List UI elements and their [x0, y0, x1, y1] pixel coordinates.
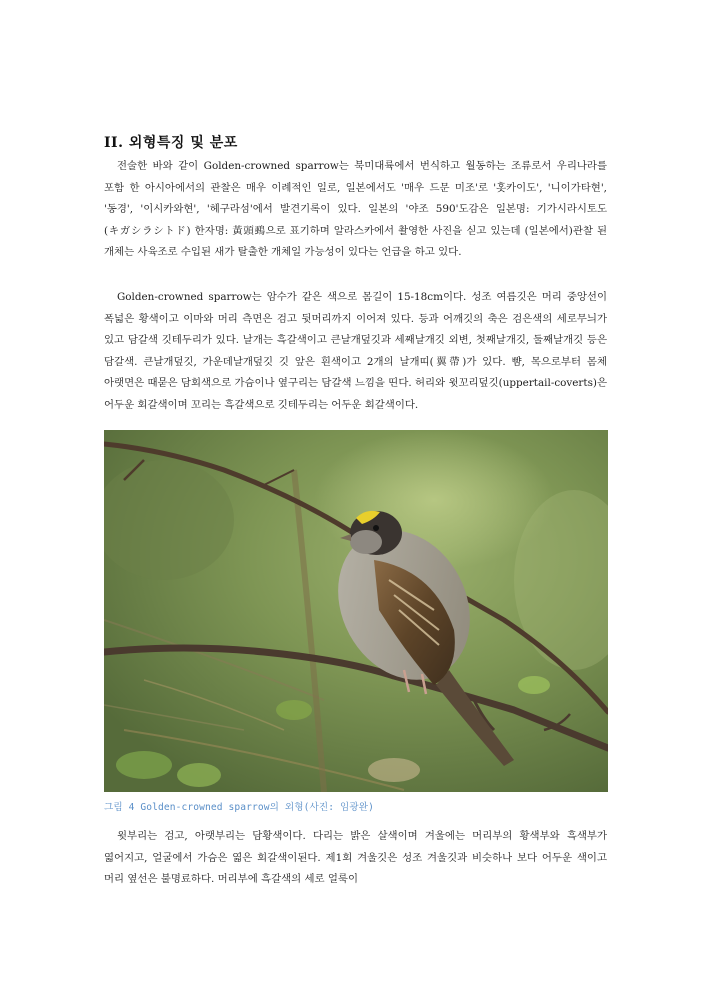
figure-caption: 그림 4 Golden-crowned sparrow의 외형(사진: 임광완)	[104, 802, 374, 813]
section-heading: II. 외형특징 및 분포	[104, 135, 238, 151]
paragraph-distribution: 전술한 바와 같이 Golden-crowned sparrow는 북미대륙에서 번식하고 월동하는 조류로서 우리나라를 포함 한 아시아에서의 관찰은 매우 이례적인 일로, 일본에서도 '매우 드문 미조'로 '홋카이도', '니이가타현', '동경', '이시카와현', '헤구라섬'에서 발견기록이 있다. 일본의 '야조 590'도감은 일본명: 기가시라시토도(キガシラシトド) 한자명: 黃頭鵐으로 표기하며 알라스카에서 촬영한 사진을 싣고 있는데 (일본에서)관찰 된 개체는 사육조로 수입된 새가 탈출한 개체일 가능성이 있다는 언급을 하고 있다.	[104, 160, 607, 259]
paragraph-bill-and-legs: 윗부리는 검고, 아랫부리는 담황색이다. 다리는 밝은 살색이며 겨울에는 머리부의 황색부와 흑색부가 엷어지고, 얼굴에서 가슴은 엷은 회갈색이된다. 제1회 겨울깃은 성조 겨울깃과 비슷하나 보다 어두운 색이고 머리 옆선은 불명료하다. 머리부에 흑갈색의 세로 얼룩이	[104, 830, 607, 886]
paragraph-appearance: Golden-crowned sparrow는 암수가 같은 색으로 몸길이 15-18cm이다. 성조 여름깃은 머리 중앙선이 폭넓은 황색이고 이마와 머리 측면은 검고 뒷머리까지 이어져 있다. 등과 어깨깃의 축은 검은색의 세로무늬가 있고 담갈색 깃테두리가 있다. 날개는 흑갈색이고 큰날개덮깃과 세째날개깃 외변, 첫째날개깃, 둘째날개깃 등은 담갈색. 큰날개덮깃, 가운데날개덮깃 깃 앞은 흰색이고 2개의 날개띠(翼帶)가 있다. 뺨, 목으로부터 몸체 아랫면은 때묻은 담회색으로 가슴이나 옆구리는 담갈색 느낌을 띤다. 허리와 윗꼬리덮깃(uppertail-coverts)은 어두운 회갈색이며 꼬리는 흑갈색으로 깃테두리는 어두운 회갈색이다.	[104, 291, 607, 411]
bird-photo	[104, 430, 608, 792]
